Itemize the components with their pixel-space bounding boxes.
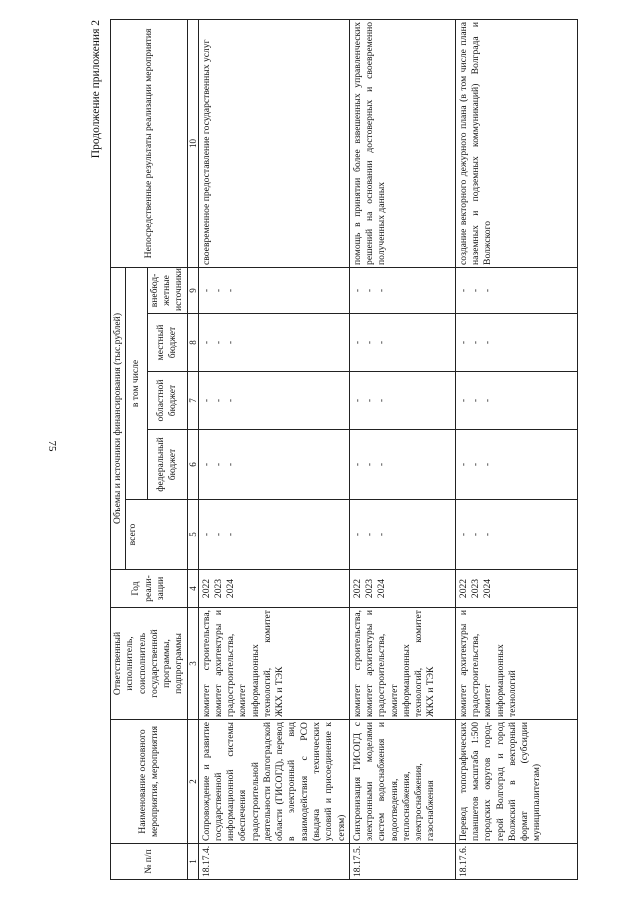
total-cell (198, 500, 349, 570)
header-local: местный бюджет (147, 314, 187, 372)
year-cell-value: 2022 (200, 578, 212, 599)
regional-cell (455, 372, 577, 430)
header-no: № п/п (111, 844, 188, 880)
measure-name: Перевод топографических планшетов масштаба 1:500 городских округов город-герой Волгоград и город Волжский в векторный формат (субсидии муниципалитетам) (455, 720, 577, 844)
federal-cell-value: - (457, 462, 469, 467)
regional-cell-value: - (364, 398, 376, 403)
col-number: 7 (187, 372, 198, 430)
year-cell-value: 2024 (482, 578, 494, 599)
extra-cell (349, 267, 455, 313)
extra-cell (198, 267, 349, 313)
row-number: 18.17.4. (198, 844, 349, 880)
total-cell-value: - (482, 532, 494, 537)
extra-cell-value: - (470, 288, 482, 293)
col-number: 5 (187, 500, 198, 570)
local-cell-value: - (212, 340, 224, 345)
col-number: 2 (187, 720, 198, 844)
federal-cell-value: - (470, 462, 482, 467)
extra-cell-value: - (482, 288, 494, 293)
regional-cell-value: - (351, 398, 363, 403)
federal-cell-value: - (376, 462, 388, 467)
col-number: 10 (187, 19, 198, 267)
col-number: 1 (187, 844, 198, 880)
extra-cell-value: - (376, 288, 388, 293)
extra-cell-value: - (200, 288, 212, 293)
header-responsible: Ответственный исполнитель, соисполнитель государственной программы, подпрограммы (111, 608, 188, 720)
regional-cell-value: - (482, 398, 494, 403)
local-cell-value: - (457, 340, 469, 345)
header-extra: внебюд-жетные источники (147, 267, 187, 313)
local-cell-value: - (225, 340, 237, 345)
extra-cell (455, 267, 577, 313)
table-row (198, 19, 349, 879)
local-cell-value: - (364, 340, 376, 345)
total-cell-value: - (225, 532, 237, 537)
federal-cell (198, 430, 349, 500)
federal-cell (349, 430, 455, 500)
total-cell (455, 500, 577, 570)
result-cell: помощь в принятии более взвешенных управленческих решений на основании достоверных и своевременно полученных данных (349, 19, 455, 267)
regional-cell-value: - (225, 398, 237, 403)
local-cell (349, 314, 455, 372)
header-regional: областной бюджет (147, 372, 187, 430)
local-cell-value: - (351, 340, 363, 345)
extra-cell-value: - (351, 288, 363, 293)
header-name: Наименование основного мероприятия, мероприятия (111, 720, 188, 844)
regional-cell-value: - (200, 398, 212, 403)
measure-name: Синхронизация ГИСОГД с электронными моделями систем водоснабжения и водоотведения, теплоснабжения, электроснабжения, газоснабжения (349, 720, 455, 844)
regional-cell (349, 372, 455, 430)
extra-cell-value: - (457, 288, 469, 293)
local-cell (198, 314, 349, 372)
regional-cell-value: - (470, 398, 482, 403)
header-total: всего (126, 500, 187, 570)
regional-cell-value: - (212, 398, 224, 403)
appendix-caption: Продолжение приложения 2 (90, 20, 102, 159)
regional-cell-value: - (457, 398, 469, 403)
responsible-executor: комитет строительства, комитет архитектуры и градостроительства, комитет информационных технологий, комитет ЖКХ и ТЭК (349, 608, 455, 720)
year-cell-value: 2024 (225, 578, 237, 599)
local-cell-value: - (200, 340, 212, 345)
col-number: 8 (187, 314, 198, 372)
total-cell-value: - (212, 532, 224, 537)
table-body (198, 19, 577, 879)
rotated-sheet (90, 20, 640, 880)
year-cell-value: 2023 (212, 578, 224, 599)
total-cell-value: - (351, 532, 363, 537)
row-number: 18.17.5. (349, 844, 455, 880)
regional-cell (198, 372, 349, 430)
funding-table (110, 19, 578, 880)
table-row (455, 19, 577, 879)
col-number: 6 (187, 430, 198, 500)
extra-cell-value: - (225, 288, 237, 293)
page-number: 75 (46, 440, 58, 452)
year-cell-value: 2022 (351, 578, 363, 599)
total-cell-value: - (376, 532, 388, 537)
total-cell (349, 500, 455, 570)
federal-cell-value: - (482, 462, 494, 467)
header-year: Год реали-зации (111, 570, 188, 608)
total-cell-value: - (200, 532, 212, 537)
federal-cell-value: - (212, 462, 224, 467)
federal-cell (455, 430, 577, 500)
total-cell-value: - (364, 532, 376, 537)
federal-cell-value: - (364, 462, 376, 467)
local-cell (455, 314, 577, 372)
header-results: Непосредственные результаты реализации мероприятия (111, 19, 188, 267)
year-cell-value: 2024 (376, 578, 388, 599)
year-cell-value: 2023 (364, 578, 376, 599)
federal-cell-value: - (351, 462, 363, 467)
responsible-executor: комитет строительства, комитет архитектуры и градостроительства, комитет информационных технологий, комитет ЖКХ и ТЭК (198, 608, 349, 720)
extra-cell-value: - (212, 288, 224, 293)
header-volumes: Объемы и источники финансирования (тыс.рублей) (111, 267, 126, 569)
local-cell-value: - (376, 340, 388, 345)
table-row (349, 19, 455, 879)
total-cell-value: - (457, 532, 469, 537)
row-number: 18.17.6. (455, 844, 577, 880)
col-number: 4 (187, 570, 198, 608)
year-cell-value: 2023 (470, 578, 482, 599)
responsible-executor: комитет архитектуры и градостроительства, комитет информационных технологий (455, 608, 577, 720)
col-number: 9 (187, 267, 198, 313)
header-in-that: в том числе (126, 267, 148, 499)
local-cell-value: - (470, 340, 482, 345)
column-number-row (187, 19, 198, 879)
measure-name: Сопровождение и развитие государственной информационной системы обеспечения градостроительной деятельности Волгоградской области (ГИСОГД), перевод в электронный вид взаимодействия с РСО (выдача технических условий и присоединение к сетям) (198, 720, 349, 844)
year-cell (349, 570, 455, 608)
result-cell: своевременное предоставление государственных услуг (198, 19, 349, 267)
extra-cell-value: - (364, 288, 376, 293)
local-cell-value: - (482, 340, 494, 345)
total-cell-value: - (470, 532, 482, 537)
federal-cell-value: - (200, 462, 212, 467)
year-cell (198, 570, 349, 608)
header-federal: федеральный бюджет (147, 430, 187, 500)
regional-cell-value: - (376, 398, 388, 403)
year-cell-value: 2022 (457, 578, 469, 599)
federal-cell-value: - (225, 462, 237, 467)
col-number: 3 (187, 608, 198, 720)
result-cell: создание векторного дежурного плана (в том числе плана наземных и подземных коммуникаций) Волграда и Волжского (455, 19, 577, 267)
year-cell (455, 570, 577, 608)
